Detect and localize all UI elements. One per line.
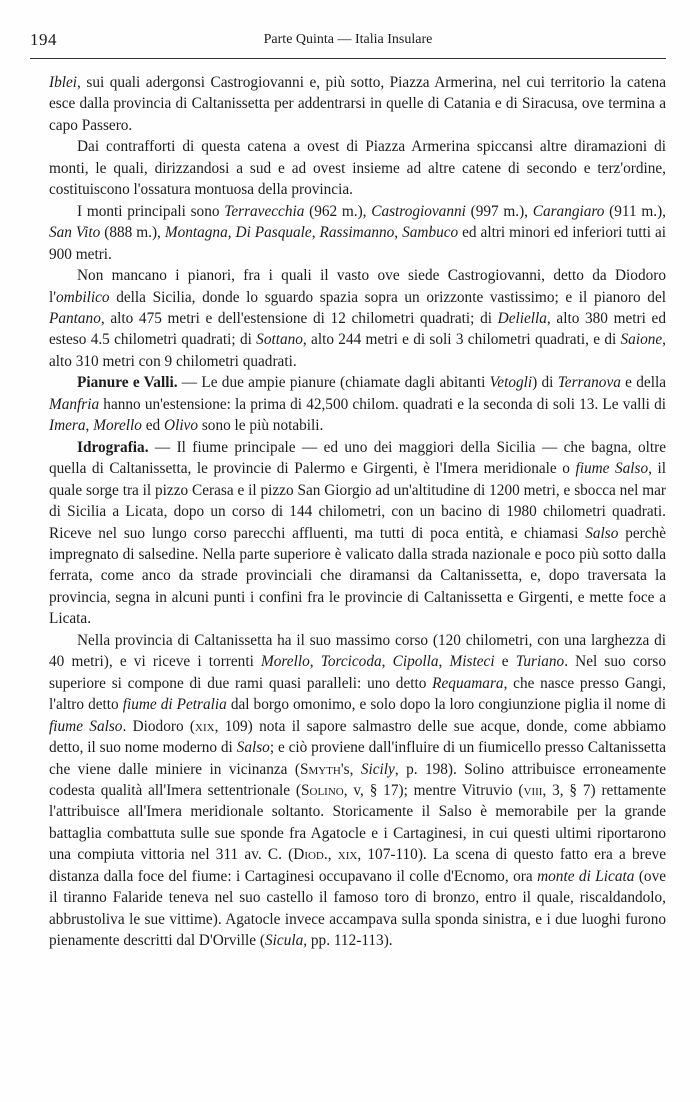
text-run: — Il fiume principale — ed uno dei maggiori della Sicilia — che bagna, oltre quella di Caltanissetta, le provincie di Palermo e Girgenti, è l'Imera meridionale o [49, 438, 666, 478]
text-run: , [394, 224, 403, 242]
italic-text: Di Pasquale [235, 224, 312, 242]
text-run: , pp. 112-113). [303, 932, 393, 950]
section-heading: Pianure e Valli. [77, 374, 178, 392]
italic-text: Cipolla [392, 653, 439, 671]
text-run: I monti principali sono [77, 202, 225, 220]
italic-text: fiume Salso [575, 460, 649, 478]
italic-text: Terranova [557, 374, 621, 392]
text-run: , che nasce presso Gangi, l'altro detto [49, 674, 666, 714]
text-run: , 107-110). La scena di questo fatto era a breve distanza dalla foce del fiume: i Cartaginesi occupavano il colle d'Ecnomo, ora [49, 846, 666, 885]
text-run: , alto 475 metri e dell'estensione di 12 chilometri quadrati; di [100, 309, 498, 327]
italic-text: Sambuco [402, 224, 459, 242]
italic-text: Olivo [164, 417, 199, 435]
text-run: , alto 244 metri e di soli 3 chilometri quadrati, e di [302, 331, 621, 349]
text-run: . Diodoro ( [122, 717, 196, 735]
italic-text: Requamara [432, 674, 504, 692]
italic-text: Vetogli [489, 374, 533, 392]
text-run: dal borgo omonimo, e solo dopo la loro congiunzione piglia il nome di [226, 696, 666, 714]
text-run: e della [620, 374, 666, 392]
text-run: perchè impregnato di salsedine. Nella parte superiore è valicato dalla strada nazionale e poco più sotto dalla ferrata, come anco da strade provinciali che diramansi da Caltanissetta, e, dopo traversata la provincia, segna in alcuni punti i confini fra le provincie di Caltanissetta e Girgenti, e mette foce a Licata. [49, 524, 666, 628]
text-run: , il quale sorge tra il pizzo Cerasa e il pizzo San Giorgio ad un'altitudine di 1200 metri, e sbocca nel mar di Sicilia a Licata, dopo un corso di 144 chilometri, con un bacino di 1980 chilometri quadrati. Riceve nel suo lungo corso parecchi affluenti, ma tutti di poca entità, e chiamasi [49, 460, 667, 542]
text-run: . Nel suo corso superiore si compone di due rami quasi paralleli: uno detto [49, 653, 666, 692]
text-run: sono le più notabili. [198, 417, 324, 435]
text-run: , p. 198). Solino attribuisce erroneamente codesta qualità all'Imera settentrionale ( [49, 760, 666, 799]
italic-text: Sicula [265, 932, 304, 950]
text-run: , v, § 17); mentre Vitruvio ( [343, 781, 524, 799]
italic-text: Salso [585, 524, 619, 542]
paragraph-p7 [49, 630, 666, 952]
small-caps-text: Diod. [293, 846, 328, 864]
small-caps-text: Solino [301, 781, 344, 799]
italic-text: Deliella [497, 309, 547, 327]
italic-text: Rassimanno [319, 224, 395, 242]
text-run: (888 m.), [100, 224, 165, 242]
text-run: ed altri minori ed inferiori tutti ai 900 metri. [49, 224, 667, 263]
text-run: , sui quali adergonsi Castrogiovanni e, più sotto, Piazza Armerina, nel cui territorio la catena esce dalla provincia di Caltanissetta per addentrarsi in quelle di Catania e di Siracusa, ove termina a capo Passero. [49, 74, 666, 134]
italic-text: Morello [261, 653, 310, 671]
text-run: ; e ciò proviene dall'influire di un fiumicello presso Caltanissetta che viene dalle miniere in vicinanza ( [49, 739, 666, 778]
text-run: , alto 380 metri ed esteso 4.5 chilometri quadrati; di [49, 309, 666, 349]
text-run: , [227, 224, 236, 242]
italic-text: San Vito [49, 224, 101, 242]
italic-text: Misteci [449, 653, 495, 671]
text-run: , 3, § 7) rettamente l'attribuisce all'Imera meridionale soltanto. Storicamente il Salso è memorabile per la grande battaglia combattuta sulle sue sponde fra Agatocle e i Cartaginesi, in cui questi ultimi riportarono una compiuta vittoria nel 311 av. C. ( [49, 781, 666, 864]
text-run: , alto 310 metri con 9 chilometri quadrati. [49, 331, 666, 370]
paragraph-p5 [49, 372, 666, 436]
italic-text: Carangiaro [532, 202, 605, 220]
italic-text: Montagna [164, 224, 228, 242]
text-run: Nella provincia di Caltanissetta ha il suo massimo corso (120 chilometri, con una larghezza di 40 metri), e vi riceve i torrenti [49, 631, 666, 671]
italic-text: Manfria [49, 395, 100, 413]
text-run: Non mancano i pianori, fra i quali il vasto ove siede Castrogiovanni, detto da Diodoro l' [49, 267, 666, 306]
paragraph-p2 [49, 136, 666, 200]
text-run: hanno un'estensione: la prima di 42,500 chilom. quadrati e la seconda di soli 13. Le valli di [99, 395, 666, 413]
small-caps-text: viii [523, 781, 543, 799]
italic-text: ombilico [56, 288, 110, 306]
text-run: , 109) nota il sapore salmastro delle sue acque, donde, come abbiamo detto, il suo nome moderno di [49, 717, 666, 757]
paragraph-p6 [49, 437, 666, 630]
italic-text: Sicily [360, 760, 395, 778]
italic-text: Pantano [49, 309, 101, 327]
section-heading: Idrografia. [77, 438, 149, 456]
small-caps-text: xix [337, 846, 358, 864]
paragraph-p1 [49, 72, 666, 136]
italic-text: Torcicoda [320, 653, 382, 671]
text-run: 's, [340, 760, 361, 778]
small-caps-text: xix [195, 717, 215, 735]
text-run: (962 m.), [304, 202, 372, 220]
italic-text: fiume Salso [49, 717, 123, 735]
small-caps-text: Smyth [299, 760, 341, 778]
text-run: ed [141, 417, 165, 435]
italic-text: Iblei [49, 74, 78, 91]
text-run: — Le due ampie pianure (chiamate dagli abitanti [177, 374, 490, 392]
text-run: (ove il tiranno Falaride teneva nel suo castello il famoso toro di bronzo, entro il quale, riscaldandolo, abbrustoliva le sue vittime). Agatocle invece accampava sulla sponda sinistra, e i due luoghi furono pienamente descritti dal D'Orville ( [49, 867, 667, 950]
text-run: ) di [532, 374, 558, 392]
italic-text: fiume di Petralia [122, 696, 227, 714]
text-run: , [381, 653, 393, 671]
text-run: Dai contrafforti di questa catena a ovest di Piazza Armerina spiccansi altre diramazioni di monti, le quali, dirizzandosi a sud e ad ovest insieme ad altre catene di secondo e terz'ordine, costituiscono l'ossatura montuosa della provincia. [49, 138, 666, 199]
body-text [49, 72, 666, 952]
page-header [30, 30, 666, 52]
text-run: , [311, 224, 320, 242]
italic-text: Turiano [515, 653, 565, 671]
text-run: e [494, 653, 516, 671]
text-run: , [438, 653, 450, 671]
italic-text: Castrogiovanni [371, 202, 466, 220]
text-run: , [309, 653, 321, 671]
running-head: Parte Quinta — Italia Insulare [263, 32, 433, 47]
text-run: (911 m.), [604, 202, 667, 220]
text-run: , [85, 417, 94, 435]
paragraph-p4 [49, 265, 666, 372]
text-run: , [327, 846, 338, 864]
text-run: (997 m.), [465, 202, 533, 220]
italic-text: Imera [49, 417, 86, 435]
italic-text: monte di Licata [537, 867, 635, 885]
italic-text: Salso [236, 739, 270, 757]
text-run: della Sicilia, donde lo sguardo spazia sopra un orizzonte vastissimo; e il pianoro del [109, 288, 666, 306]
italic-text: Terravecchia [224, 202, 305, 220]
italic-text: Morello [93, 417, 142, 435]
page-number: 194 [30, 30, 57, 49]
italic-text: Saione [620, 331, 663, 349]
italic-text: Sottano [256, 331, 303, 349]
header-rule [30, 58, 666, 59]
paragraph-p3 [49, 201, 666, 265]
